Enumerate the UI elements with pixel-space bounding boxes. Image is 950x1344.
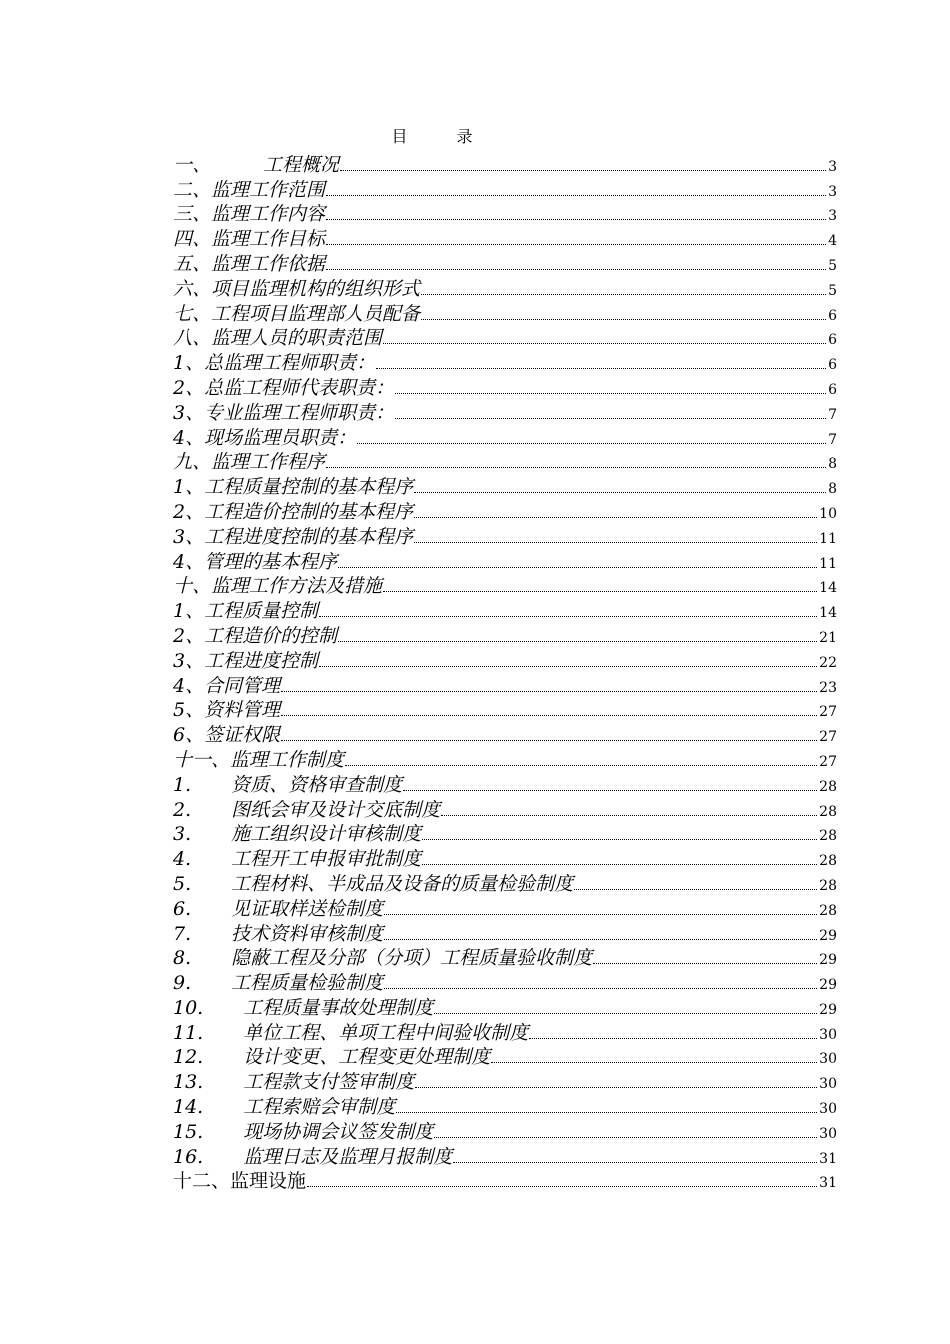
toc-entry-title: 工程索赔会审制度 [243, 1096, 396, 1119]
toc-entry-number: 15. [173, 1120, 204, 1143]
toc-entry-number: 10. [173, 996, 204, 1019]
toc-entry-title: 监理工作目标 [211, 228, 326, 251]
toc-entry-title: 工程造价的控制 [204, 624, 338, 647]
toc-entry-page: 8 [828, 481, 837, 498]
toc-entry[interactable] [173, 523, 837, 548]
toc-entry[interactable] [173, 548, 837, 573]
toc-entry-page: 29 [819, 927, 837, 944]
toc-entry-title: 工程材料、半成品及设备的质量检验制度 [231, 872, 574, 895]
toc-entry-page: 28 [819, 778, 837, 795]
dot-leader [403, 790, 817, 791]
toc-entry[interactable] [173, 1044, 837, 1069]
toc-entry-title: 工程质量控制 [204, 600, 319, 623]
toc-entry-number: 5. [173, 872, 192, 895]
toc-entry-number: 七、 [173, 302, 212, 325]
dot-leader [326, 195, 826, 196]
toc-entry-title: 监理工作方法及措施 [211, 575, 383, 598]
toc-entry-title: 技术资料审核制度 [231, 922, 384, 945]
toc-entry-number: 9. [173, 972, 192, 995]
dot-leader [414, 542, 817, 543]
toc-entry-title: 监理工作程序 [211, 451, 326, 474]
toc-entry-page: 7 [828, 431, 837, 448]
toc-entry[interactable] [173, 1068, 837, 1093]
toc-entry[interactable] [173, 473, 837, 498]
toc-entry[interactable] [173, 920, 837, 945]
dot-leader [529, 1038, 817, 1039]
toc-entry[interactable] [173, 424, 837, 449]
toc-entry-page: 6 [828, 357, 837, 374]
toc-entry[interactable] [173, 721, 837, 746]
toc-entry[interactable] [173, 201, 837, 226]
toc-entry-number: 8. [173, 947, 192, 970]
toc-entry-number: 6、 [173, 724, 205, 747]
toc-entry-number: 4、 [173, 674, 205, 697]
toc-entry[interactable] [173, 895, 837, 920]
dot-leader [384, 939, 817, 940]
toc-entry[interactable] [173, 325, 837, 350]
dot-leader [415, 1087, 817, 1088]
toc-entry[interactable] [173, 821, 837, 846]
toc-entry-page: 11 [819, 555, 837, 572]
toc-entry-page: 31 [819, 1175, 837, 1192]
toc-entry-page: 28 [819, 853, 837, 870]
toc-entry-number: 1. [173, 773, 192, 796]
toc-entry-title: 工程款支付签审制度 [243, 1071, 415, 1094]
toc-entry-page: 30 [819, 1026, 837, 1043]
toc-entry-number: 4、 [173, 426, 205, 449]
dot-leader [384, 914, 817, 915]
toc-entry-page: 14 [819, 580, 837, 597]
toc-entry-title: 监理工作制度 [230, 748, 345, 771]
toc-entry-title: 工程进度控制 [204, 649, 319, 672]
toc-entry-page: 22 [819, 654, 837, 671]
dot-leader [574, 889, 817, 890]
toc-entry-number: 四、 [173, 228, 212, 251]
toc-entry-page: 14 [819, 605, 837, 622]
toc-entry-number: 五、 [173, 252, 212, 275]
toc-entry-title: 工程质量控制的基本程序 [204, 476, 414, 499]
toc-entry-title: 资质、资格审查制度 [231, 773, 403, 796]
toc-entry-number: 2、 [173, 376, 205, 399]
toc-entry-title: 现场协调会议签发制度 [243, 1120, 434, 1143]
dot-leader [345, 765, 817, 766]
toc-entry[interactable] [173, 1019, 837, 1044]
toc-entry-title: 监理工作范围 [211, 178, 326, 201]
toc-entry-page: 27 [819, 704, 837, 721]
toc-entry-title: 项目监理机构的组织形式 [211, 277, 421, 300]
toc-entry-title: 总监工程师代表职责： [204, 376, 395, 399]
toc-entry-page: 29 [819, 977, 837, 994]
dot-leader [414, 517, 817, 518]
toc-entry-page: 11 [819, 530, 837, 547]
toc-entry[interactable] [173, 374, 837, 399]
toc-entry-page: 21 [819, 629, 837, 646]
toc-entry-title: 工程进度控制的基本程序 [204, 525, 414, 548]
dot-leader [319, 616, 817, 617]
toc-entry-title: 合同管理 [204, 674, 281, 697]
toc-entry[interactable] [173, 1093, 837, 1118]
toc-entry[interactable] [173, 300, 837, 325]
toc-entry-title: 工程质量事故处理制度 [243, 996, 434, 1019]
toc-entry-page: 7 [828, 406, 837, 423]
toc-entry-title: 单位工程、单项工程中间验收制度 [243, 1021, 529, 1044]
toc-entry-title: 签证权限 [204, 724, 281, 747]
toc-entry-page: 31 [819, 1150, 837, 1167]
toc-entry-number: 1、 [173, 352, 205, 375]
toc-entry-number: 12. [173, 1046, 204, 1069]
toc-entry-number: 十二、 [173, 1170, 231, 1193]
toc-entry[interactable] [173, 622, 837, 647]
dot-leader [395, 393, 826, 394]
toc-entry-number: 1、 [173, 476, 205, 499]
toc-entry-title: 工程概况 [263, 153, 340, 176]
toc-entry-title: 工程项目监理部人员配备 [211, 302, 421, 325]
toc-entry-page: 10 [819, 505, 837, 522]
dot-leader [593, 963, 817, 964]
toc-entry-page: 30 [819, 1101, 837, 1118]
dot-leader [414, 492, 826, 493]
dot-leader [383, 591, 817, 592]
dot-leader [395, 418, 826, 419]
toc-entry[interactable] [173, 870, 837, 895]
toc-entry-title: 专业监理工程师职责： [204, 401, 395, 424]
toc-entry-number: 2、 [173, 500, 205, 523]
dot-leader [307, 1186, 817, 1187]
toc-entry[interactable] [173, 697, 837, 722]
toc-entry-number: 八、 [173, 327, 212, 350]
toc-entry-number: 一、 [173, 153, 212, 176]
toc-entry[interactable] [173, 945, 837, 970]
toc-entry[interactable] [173, 994, 837, 1019]
toc-entry-page: 28 [819, 828, 837, 845]
toc-entry-title: 图纸会审及设计交底制度 [231, 798, 441, 821]
toc-entry[interactable] [173, 597, 837, 622]
dot-leader [421, 319, 826, 320]
toc-entry-page: 30 [819, 1051, 837, 1068]
toc-entry-title: 隐蔽工程及分部（分项）工程质量验收制度 [231, 947, 593, 970]
toc-entry-page: 28 [819, 877, 837, 894]
toc-entry[interactable] [173, 672, 837, 697]
toc-entry-page: 28 [819, 803, 837, 820]
toc-entry-page: 28 [819, 902, 837, 919]
toc-entry-number: 5、 [173, 699, 205, 722]
dot-leader [422, 864, 817, 865]
dot-leader [491, 1062, 817, 1063]
dot-leader [434, 1013, 817, 1014]
dot-leader [281, 740, 817, 741]
dot-leader [441, 815, 817, 816]
toc-entry-page: 8 [828, 456, 837, 473]
toc-entry-number: 11. [173, 1021, 204, 1044]
toc-entry[interactable] [173, 1118, 837, 1143]
toc-entry-number: 1、 [173, 600, 205, 623]
toc-entry-page: 29 [819, 1001, 837, 1018]
dot-leader [326, 219, 826, 220]
toc-entry-number: 4、 [173, 550, 205, 573]
table-of-contents [173, 151, 837, 1192]
toc-entry-page: 27 [819, 753, 837, 770]
toc-entry[interactable] [173, 573, 837, 598]
toc-entry[interactable] [173, 969, 837, 994]
toc-entry-page: 30 [819, 1076, 837, 1093]
toc-entry-page: 5 [828, 257, 837, 274]
dot-leader [384, 988, 817, 989]
toc-entry-page: 23 [819, 679, 837, 696]
toc-entry-number: 二、 [173, 178, 212, 201]
toc-entry-title: 监理日志及监理月报制度 [243, 1145, 453, 1168]
toc-entry-number: 十、 [173, 575, 212, 598]
toc-entry-title: 现场监理员职责： [204, 426, 357, 449]
toc-entry[interactable] [173, 151, 837, 176]
toc-entry[interactable] [173, 845, 837, 870]
toc-entry-title: 施工组织设计审核制度 [231, 823, 422, 846]
toc-entry-number: 7. [173, 922, 192, 945]
dot-leader [434, 1137, 817, 1138]
toc-entry-title: 见证取样送检制度 [231, 897, 384, 920]
toc-entry-title: 监理设施 [230, 1170, 307, 1193]
toc-entry-title: 监理工作依据 [211, 252, 326, 275]
toc-entry-page: 3 [828, 183, 837, 200]
toc-entry[interactable] [173, 1168, 837, 1193]
toc-entry[interactable] [173, 349, 837, 374]
toc-entry[interactable] [173, 225, 837, 250]
toc-entry[interactable] [173, 275, 837, 300]
toc-entry-page: 5 [828, 282, 837, 299]
toc-entry-page: 3 [828, 208, 837, 225]
dot-leader [326, 467, 826, 468]
toc-entry-number: 14. [173, 1096, 204, 1119]
toc-entry-title: 管理的基本程序 [204, 550, 338, 573]
toc-entry-page: 6 [828, 381, 837, 398]
toc-entry[interactable] [173, 746, 837, 771]
toc-entry-number: 3、 [173, 649, 205, 672]
dot-leader [326, 244, 826, 245]
toc-entry[interactable] [173, 498, 837, 523]
toc-entry[interactable] [173, 399, 837, 424]
toc-entry-page: 3 [828, 158, 837, 175]
dot-leader [357, 443, 826, 444]
toc-entry-number: 6. [173, 897, 192, 920]
toc-entry-number: 三、 [173, 203, 212, 226]
toc-entry-page: 6 [828, 307, 837, 324]
toc-entry-number: 3、 [173, 525, 205, 548]
toc-entry-number: 2、 [173, 624, 205, 647]
toc-entry[interactable] [173, 449, 837, 474]
toc-entry-title: 工程造价控制的基本程序 [204, 500, 414, 523]
page-title: 目 录 [391, 127, 495, 146]
dot-leader [421, 294, 826, 295]
dot-leader [376, 368, 826, 369]
toc-entry-title: 资料管理 [204, 699, 281, 722]
dot-leader [281, 691, 817, 692]
dot-leader [281, 715, 817, 716]
dot-leader [453, 1162, 817, 1163]
toc-entry[interactable] [173, 176, 837, 201]
toc-entry-title: 设计变更、工程变更处理制度 [243, 1046, 491, 1069]
toc-entry-number: 十一、 [173, 748, 231, 771]
toc-entry-page: 29 [819, 952, 837, 969]
dot-leader [422, 839, 817, 840]
toc-entry[interactable] [173, 647, 837, 672]
dot-leader [338, 567, 817, 568]
toc-entry-page: 30 [819, 1125, 837, 1142]
toc-entry-title: 工程开工申报审批制度 [231, 848, 422, 871]
dot-leader [319, 666, 817, 667]
toc-entry[interactable] [173, 1143, 837, 1168]
toc-entry-title: 总监理工程师职责： [204, 352, 376, 375]
toc-entry-page: 27 [819, 729, 837, 746]
toc-entry-title: 监理工作内容 [211, 203, 326, 226]
toc-entry-page: 4 [828, 233, 837, 250]
toc-entry-number: 13. [173, 1071, 204, 1094]
toc-entry-number: 3. [173, 823, 192, 846]
dot-leader [396, 1112, 817, 1113]
dot-leader [326, 269, 826, 270]
toc-entry[interactable] [173, 771, 837, 796]
toc-entry[interactable] [173, 796, 837, 821]
toc-entry-number: 16. [173, 1145, 204, 1168]
toc-entry-number: 九、 [173, 451, 212, 474]
toc-entry-number: 3、 [173, 401, 205, 424]
toc-entry-number: 2. [173, 798, 192, 821]
dot-leader [383, 343, 826, 344]
dot-leader [338, 641, 817, 642]
toc-entry-title: 监理人员的职责范围 [211, 327, 383, 350]
toc-entry-number: 4. [173, 848, 192, 871]
toc-entry-page: 6 [828, 332, 837, 349]
dot-leader [340, 170, 826, 171]
toc-entry-title: 工程质量检验制度 [231, 972, 384, 995]
toc-entry-number: 六、 [173, 277, 212, 300]
toc-entry[interactable] [173, 250, 837, 275]
